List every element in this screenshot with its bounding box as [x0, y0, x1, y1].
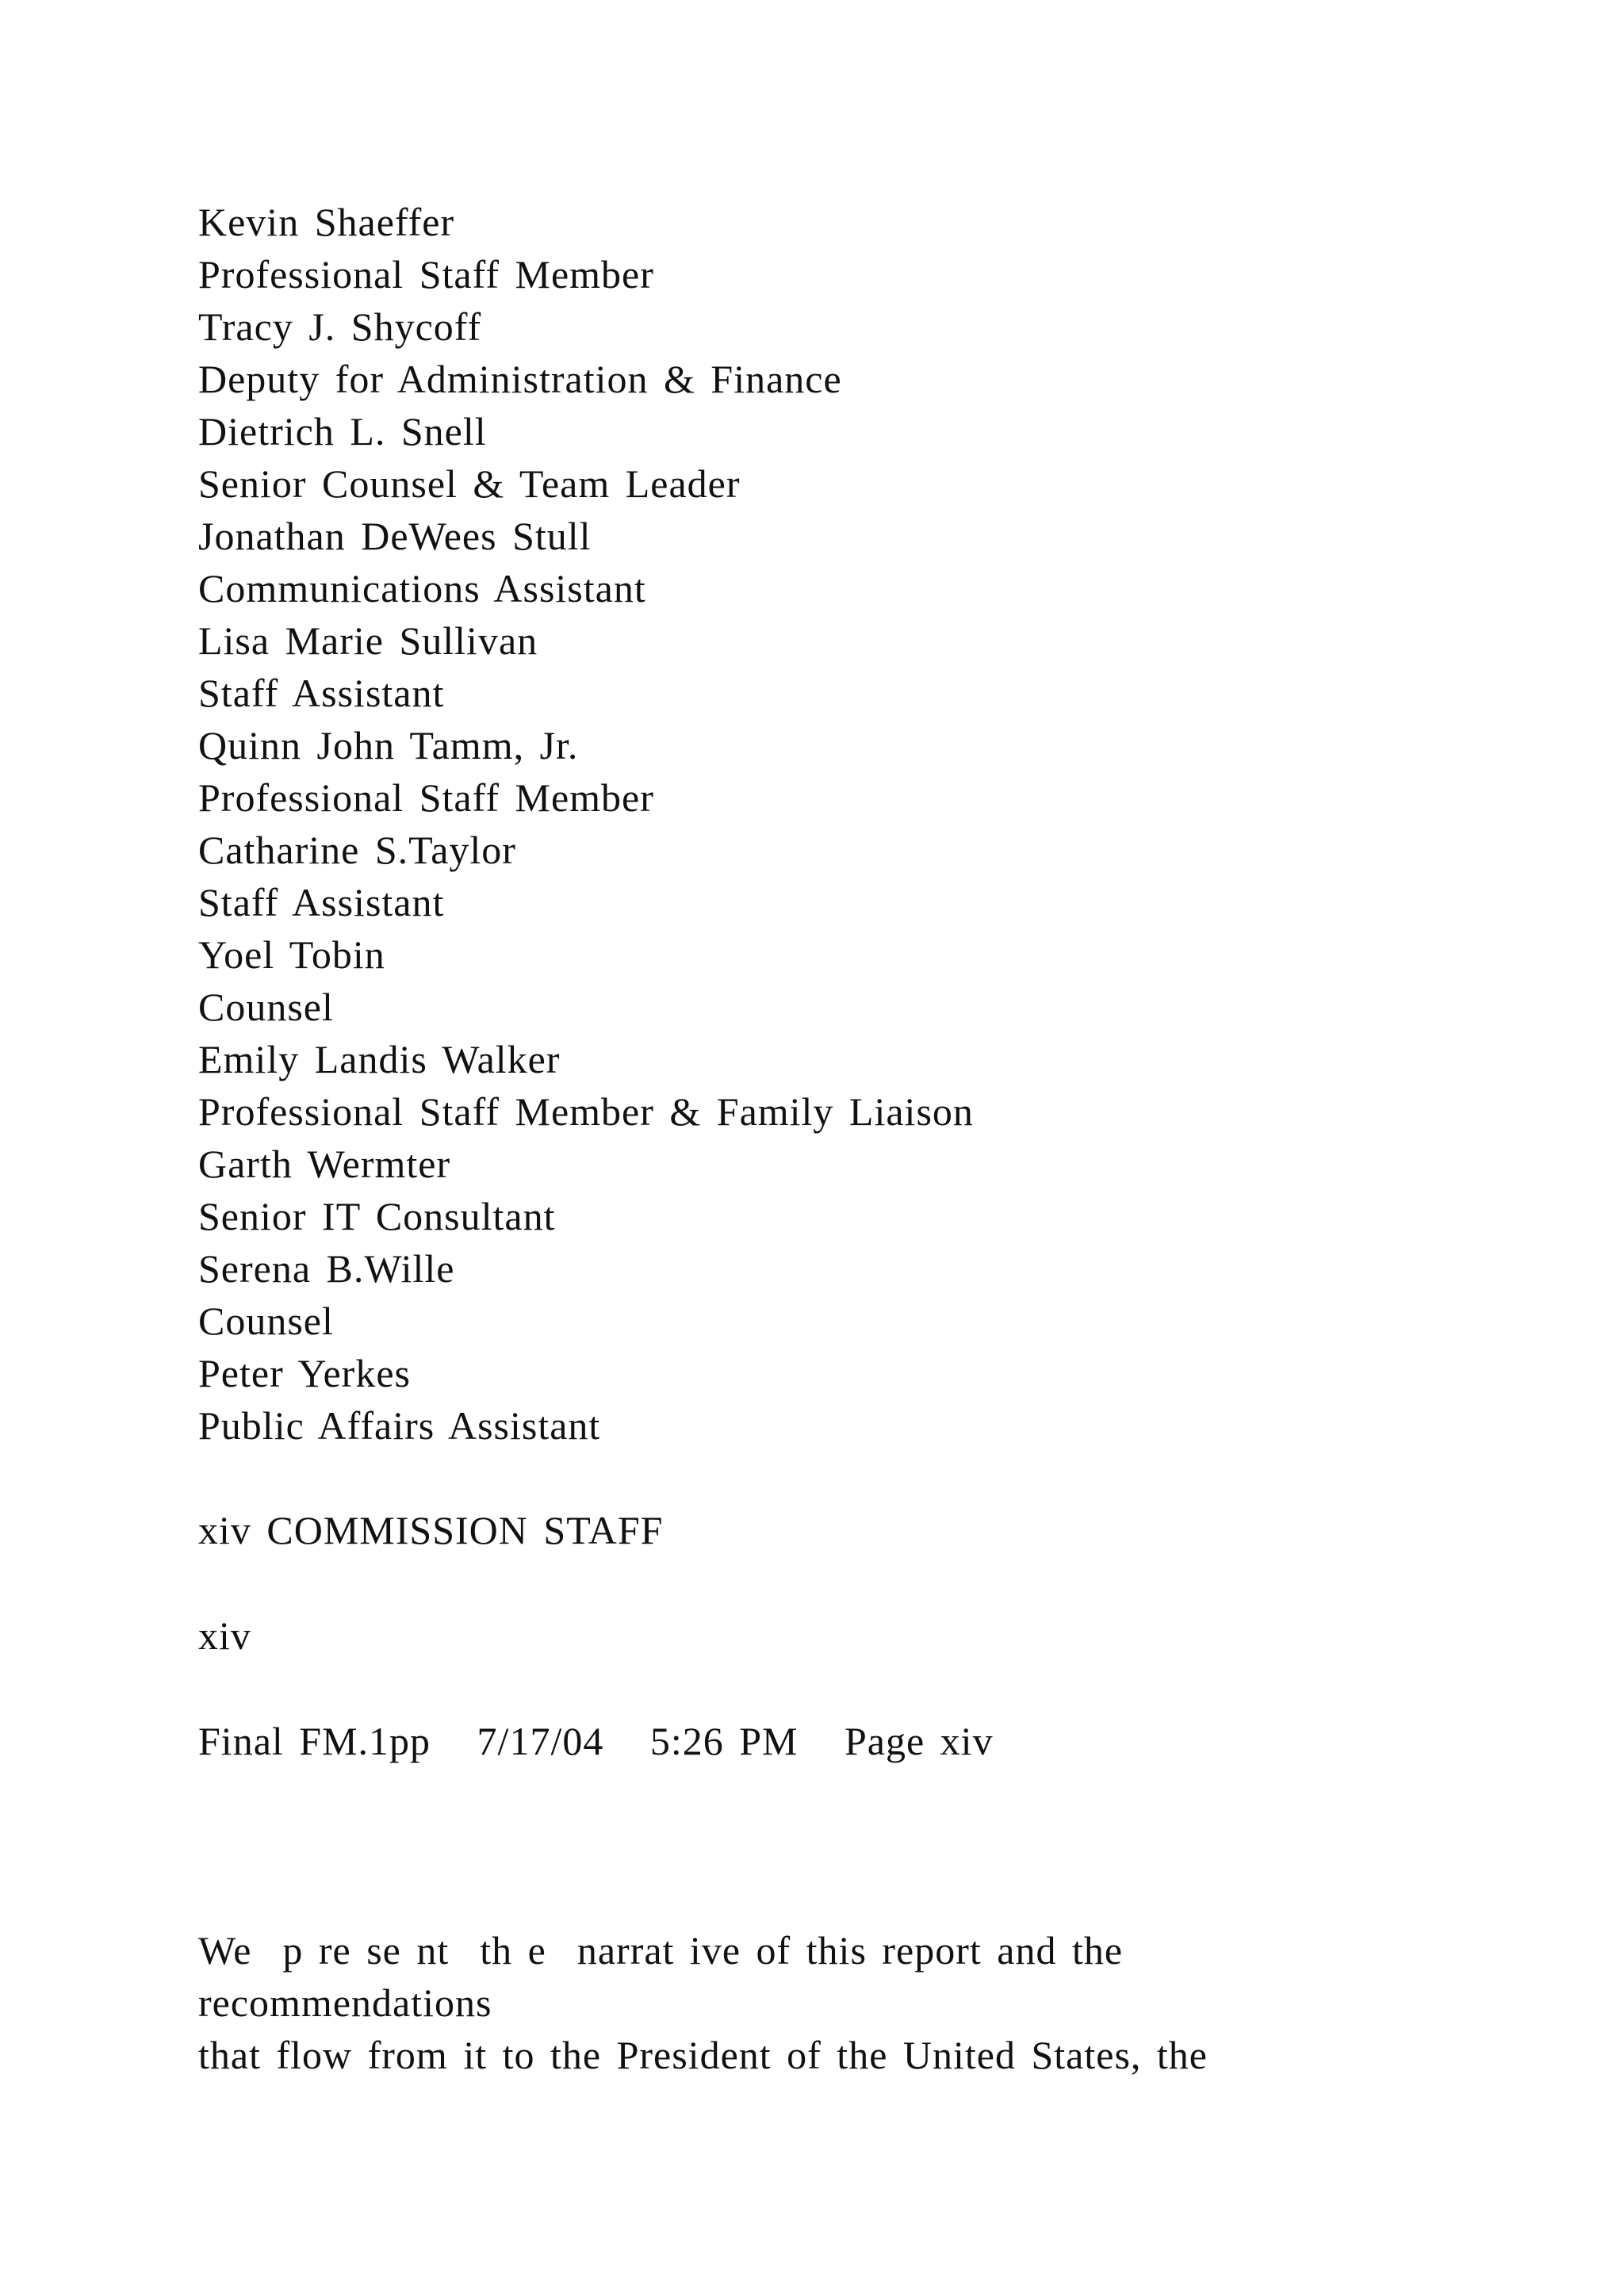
staff-title: Senior IT Consultant: [198, 1194, 556, 1238]
body-text-line: that flow from it to the President of the United States, the: [198, 2033, 1208, 2077]
running-head: xiv COMMISSION STAFF: [198, 1508, 664, 1552]
staff-name: Lisa Marie Sullivan: [198, 618, 538, 663]
staff-name: Quinn John Tamm, Jr.: [198, 723, 579, 767]
staff-name: Tracy J. Shycoff: [198, 304, 482, 349]
staff-name: Dietrich L. Snell: [198, 409, 487, 453]
staff-name: Jonathan DeWees Stull: [198, 514, 592, 558]
page-number: xiv: [198, 1613, 251, 1658]
staff-title: Deputy for Administration & Finance: [198, 357, 842, 401]
body-text-line: We p re se nt th e narrat ive of this report and the: [198, 1928, 1124, 1973]
staff-title: Staff Assistant: [198, 880, 445, 924]
staff-title: Professional Staff Member: [198, 252, 654, 297]
staff-name: Yoel Tobin: [198, 932, 385, 977]
staff-name: Kevin Shaeffer: [198, 200, 455, 244]
staff-title: Professional Staff Member: [198, 775, 654, 820]
staff-name: Catharine S.Taylor: [198, 828, 516, 872]
staff-name: Peter Yerkes: [198, 1351, 411, 1395]
staff-title: Counsel: [198, 985, 334, 1029]
staff-name: Serena B.Wille: [198, 1246, 455, 1291]
staff-title: Staff Assistant: [198, 671, 445, 715]
staff-name: Emily Landis Walker: [198, 1037, 561, 1081]
staff-title: Counsel: [198, 1299, 334, 1343]
staff-title: Senior Counsel & Team Leader: [198, 461, 741, 506]
body-text-line: recommendations: [198, 1980, 492, 2025]
print-slug: Final FM.1pp 7/17/04 5:26 PM Page xiv: [198, 1719, 994, 1763]
staff-title: Communications Assistant: [198, 566, 646, 610]
staff-title: Public Affairs Assistant: [198, 1403, 601, 1448]
staff-title: Professional Staff Member & Family Liaison: [198, 1089, 974, 1134]
staff-name: Garth Wermter: [198, 1142, 451, 1186]
